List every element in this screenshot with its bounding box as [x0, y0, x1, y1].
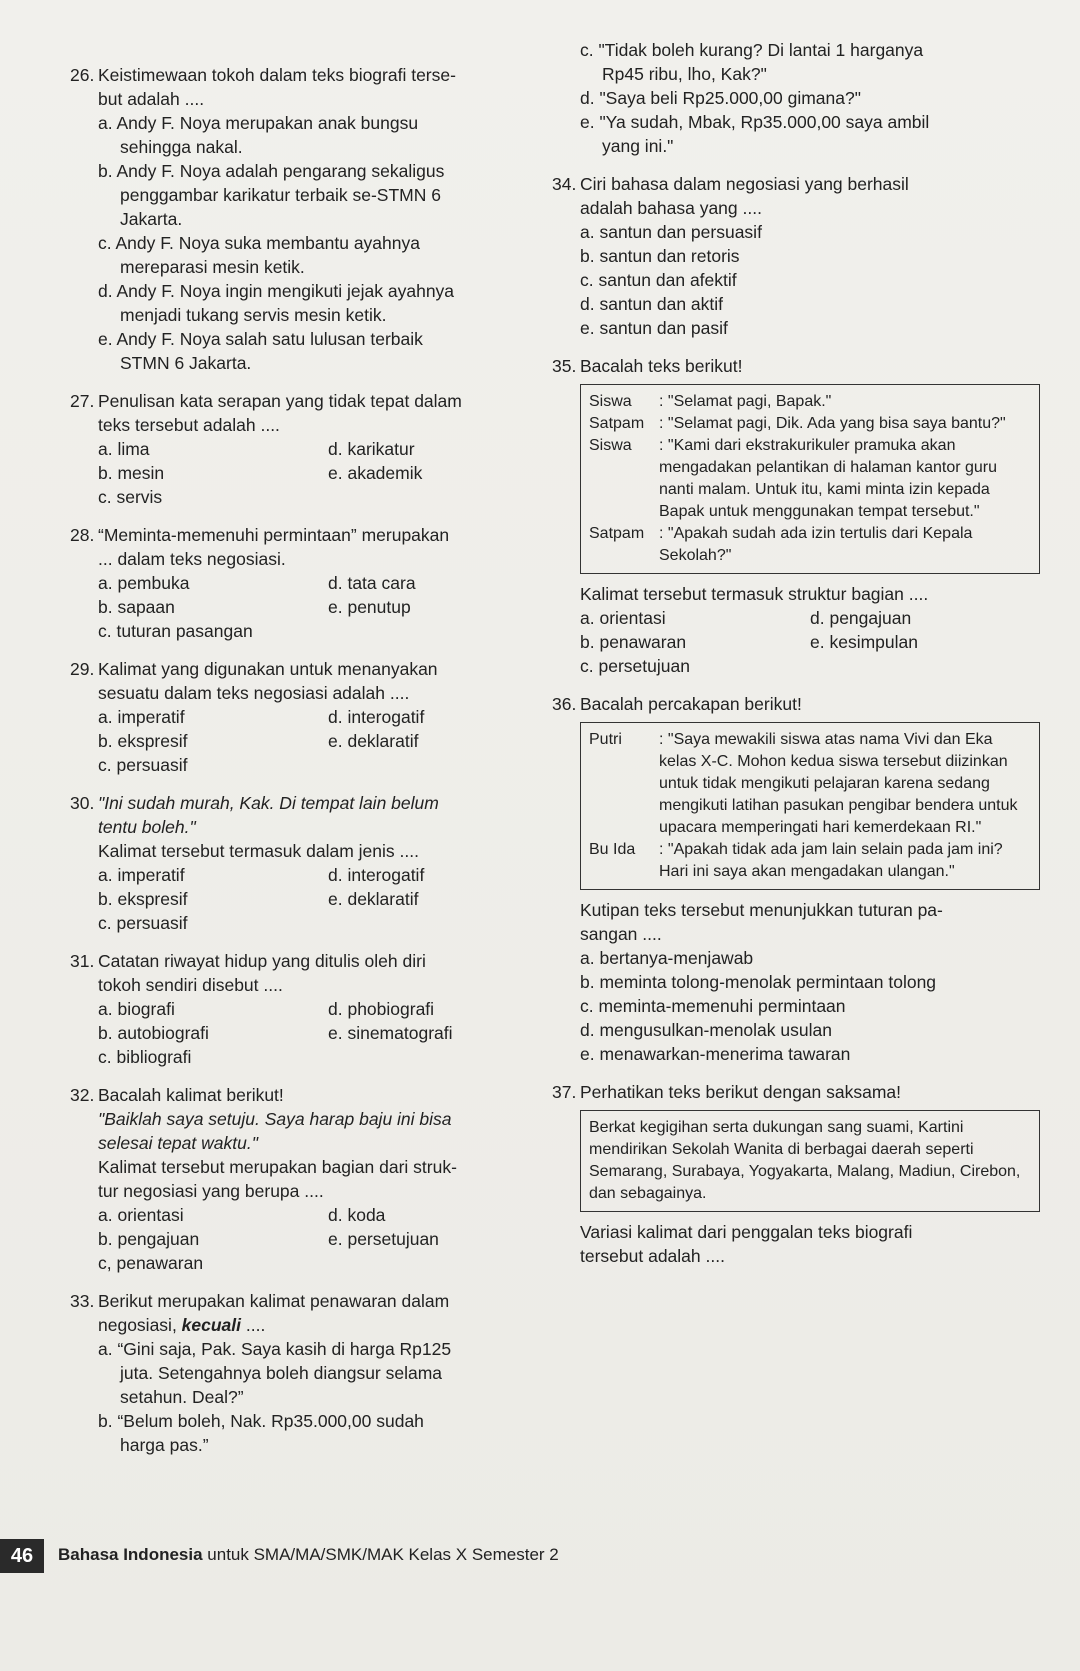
text-left-q32-c: c, penawaran	[98, 1253, 204, 1273]
text-line	[552, 1080, 1040, 1104]
text-line	[552, 630, 1040, 654]
text-left-q32-b: b. pengajuan	[98, 1229, 200, 1249]
text-line	[589, 391, 1031, 413]
text-right-q34-b: b. santun dan retoris	[580, 246, 740, 266]
text-left-q26-b3: Jakarta.	[120, 209, 183, 229]
text-left-q26-b2: penggambar karikatur terbaik se-STMN 6	[120, 185, 441, 205]
text-line	[70, 1083, 530, 1107]
text-left-q28-d: d. tata cara	[328, 573, 416, 593]
left-column	[70, 63, 530, 1457]
text-right-q34-c: c. santun dan afektif	[580, 270, 737, 290]
text-line	[70, 729, 530, 753]
text-right-q35-stem: Bacalah teks berikut!	[580, 356, 743, 376]
text-left-q30-a: a. imperatif	[98, 865, 185, 885]
text-left-q31-stem2: tokoh sendiri disebut ....	[98, 975, 283, 995]
text-right-q35-dialog-1-text: : "Selamat pagi, Dik. Ada yang bisa saya bantu?"	[659, 415, 1006, 432]
text-line	[552, 692, 1040, 716]
question-33	[70, 1289, 530, 1457]
text-line	[70, 619, 530, 643]
question-33-continued	[580, 38, 1040, 158]
text-line	[580, 1066, 1040, 1080]
text-left-q26-e2: STMN 6 Jakarta.	[120, 353, 252, 373]
text-line	[70, 509, 530, 523]
text-right-q35-dialog-1-speaker: Satpam	[589, 415, 645, 432]
text-right-q36-e: e. menawarkan-menerima tawaran	[580, 1044, 851, 1064]
text-left-q30-e: e. deklaratif	[328, 889, 419, 909]
text-right-q35-stem2: Kalimat tersebut termasuk struktur bagian ....	[580, 584, 929, 604]
question-28	[70, 523, 530, 643]
text-line	[70, 461, 530, 485]
text-left-q31-stem1: Catatan riwayat hidup yang ditulis oleh diri	[98, 951, 426, 971]
question-36	[552, 692, 1040, 1066]
text-left-q26-e1: e. Andy F. Noya salah satu lulusan terbaik	[98, 329, 423, 349]
text-left-q26-d2: menjadi tukang servis mesin ketik.	[120, 305, 387, 325]
text-left-q32-e: e. persetujuan	[328, 1229, 439, 1249]
text-line	[70, 1203, 530, 1227]
option-c: c. servis	[98, 487, 163, 507]
text-left-q28-num: 28.	[70, 525, 95, 545]
text-right-q34-d: d. santun dan aktif	[580, 294, 724, 314]
text-line	[70, 389, 530, 413]
text-right-q35-b: b. penawaran	[580, 632, 687, 652]
text-line	[70, 997, 530, 1021]
text-left-q29-stem1: Kalimat yang digunakan untuk menanyakan	[98, 659, 438, 679]
text-left-q30-d: d. interogatif	[328, 865, 425, 885]
text-left-q33-a3: setahun. Deal?”	[120, 1387, 244, 1407]
text-line	[70, 485, 530, 509]
text-right-q36-stem2: Kutipan teks tersebut menunjukkan tuturan pa-	[580, 900, 943, 920]
text-line	[70, 863, 530, 887]
text-left-q32-num: 32.	[70, 1085, 95, 1105]
text-line	[70, 887, 530, 911]
text-left-q26-num: 26.	[70, 65, 95, 85]
text-left-q33-stem2b: kecuali	[181, 1315, 242, 1335]
question-27	[70, 389, 530, 509]
text-left-q32-quote1: "Baiklah saya setuju. Saya harap baju ini bisa	[98, 1109, 452, 1129]
text-right-q36-stem: Bacalah percakapan berikut!	[580, 694, 802, 714]
text-left-q26-c2: mereparasi mesin ketik.	[120, 257, 305, 277]
question-29	[70, 657, 530, 777]
text-left-q33-stem2c: ....	[241, 1315, 266, 1335]
text-line	[70, 595, 530, 619]
text-right-q33cont-c1: c. "Tidak boleh kurang? Di lantai 1 harganya	[580, 40, 924, 60]
text-line	[580, 158, 1040, 172]
text-right-q36-d: d. mengusulkan-menolak usulan	[580, 1020, 832, 1040]
text-line	[70, 1069, 530, 1083]
text-left-q27-stem2: teks tersebut adalah ....	[98, 415, 280, 435]
text-left-q26-b1: b. Andy F. Noya adalah pengarang sekaligus	[98, 161, 445, 181]
option-d: d. karikatur	[328, 439, 415, 459]
text-left-q30-b: b. ekspresif	[98, 889, 188, 909]
text-right-q33cont-e2: yang ini."	[602, 136, 674, 156]
text-line	[70, 949, 530, 973]
text-line	[70, 753, 530, 777]
text-right-q35-dialog-3-speaker: Satpam	[589, 525, 645, 542]
text-line	[70, 777, 530, 791]
text-left-q28-b: b. sapaan	[98, 597, 175, 617]
text-right-q35-d: d. pengajuan	[810, 608, 912, 628]
text-line	[70, 705, 530, 729]
text-left-q29-d: d. interogatif	[328, 707, 425, 727]
text-left-q33-a2: juta. Setengahnya boleh diangsur selama	[120, 1363, 443, 1383]
text-line	[70, 1275, 530, 1289]
text-line	[70, 1021, 530, 1045]
text-left-q28-e: e. penutup	[328, 597, 411, 617]
text-right-q37-stem2: Variasi kalimat dari penggalan teks biografi	[580, 1222, 913, 1242]
text-left-q32-a: a. orientasi	[98, 1205, 184, 1225]
text-right-q36-dialog-1-speaker: Bu Ida	[589, 841, 636, 858]
text-left-q27-num: 27.	[70, 391, 95, 411]
text-line	[589, 729, 1031, 839]
question-32	[70, 1083, 530, 1275]
text-left-q33-b2: harga pas.”	[120, 1435, 209, 1455]
text-right-q36-a: a. bertanya-menjawab	[580, 948, 754, 968]
text-line	[552, 172, 1040, 196]
text-left-q32-quote2: selesai tepat waktu."	[98, 1133, 258, 1153]
text-left-q31-e: e. sinematografi	[328, 1023, 453, 1043]
text-left-q29-e: e. deklaratif	[328, 731, 419, 751]
text-right-q35-e: e. kesimpulan	[810, 632, 918, 652]
text-right-q36-dialog-1-text: : "Apakah tidak ada jam lain selain pada jam ini? Hari ini saya akan mengadakan ulangan."	[659, 841, 1003, 880]
dialog-box	[580, 384, 1040, 574]
text-left-q26-a1: a. Andy F. Noya merupakan anak bungsu	[98, 113, 419, 133]
text-right-q36-b: b. meminta tolong-menolak permintaan tolong	[580, 972, 937, 992]
text-right-q36-stem3: sangan ....	[580, 924, 662, 944]
text-line	[70, 935, 530, 949]
text-left-q29-c: c. persuasif	[98, 755, 188, 775]
text-left-q33-num: 33.	[70, 1291, 95, 1311]
text-left-q28-c: c. tuturan pasangan	[98, 621, 253, 641]
text-left-q28-stem1: “Meminta-memenuhi permintaan” merupakan	[98, 525, 450, 545]
footer-title	[58, 1545, 559, 1565]
text-line	[589, 839, 1031, 883]
text-line	[70, 911, 530, 935]
text-left-q33-stem1: Berikut merupakan kalimat penawaran dalam	[98, 1291, 450, 1311]
text-right-q35-dialog-2-speaker: Siswa	[589, 437, 632, 454]
text-right-q34-stem2: adalah bahasa yang ....	[580, 198, 762, 218]
text-left-q30-c: c. persuasif	[98, 913, 188, 933]
text-line	[70, 1251, 530, 1275]
question-31	[70, 949, 530, 1069]
text-line	[70, 1313, 530, 1337]
text-line	[70, 1289, 530, 1313]
question-30	[70, 791, 530, 935]
text-right-q33cont-e1: e. "Ya sudah, Mbak, Rp35.000,00 saya ambil	[580, 112, 930, 132]
text-right-q34-num: 34.	[552, 174, 577, 194]
text-line	[589, 413, 1031, 435]
text-left-q31-a: a. biografi	[98, 999, 175, 1019]
text-left-q29-a: a. imperatif	[98, 707, 185, 727]
text-left-q26-a2: sehingga nakal.	[120, 137, 243, 157]
text-left-q31-num: 31.	[70, 951, 95, 971]
text-left-q30-stem2: tentu boleh."	[98, 817, 196, 837]
text-right-q37-stem3: tersebut adalah ....	[580, 1246, 725, 1266]
text-line	[70, 791, 530, 815]
dialog-box	[580, 722, 1040, 890]
text-line	[589, 435, 1031, 523]
text-line	[70, 1227, 530, 1251]
text-right-q35-a: a. orientasi	[580, 608, 666, 628]
text-left-q30-stem3: Kalimat tersebut termasuk dalam jenis ....	[98, 841, 419, 861]
text-line	[552, 654, 1040, 678]
text-left-q30-num: 30.	[70, 793, 95, 813]
text-left-q26-stem1: Keistimewaan tokoh dalam teks biografi terse-	[98, 65, 456, 85]
text-line	[580, 340, 1040, 354]
text-left-q33-a1: a. “Gini saja, Pak. Saya kasih di harga Rp125	[98, 1339, 452, 1359]
text-line	[552, 606, 1040, 630]
text-right-q35-num: 35.	[552, 356, 577, 376]
text-left-q26-d1: d. Andy F. Noya ingin mengikuti jejak ayahnya	[98, 281, 455, 301]
text-line	[70, 643, 530, 657]
text-right-q33cont-d: d. "Saya beli Rp25.000,00 gimana?"	[580, 88, 861, 108]
right-column	[552, 38, 1040, 1268]
option-a: a. lima	[98, 439, 150, 459]
text-right-q37-stem: Perhatikan teks berikut dengan saksama!	[580, 1082, 902, 1102]
text-right-q35-dialog-3-text: : "Apakah sudah ada izin tertulis dari Kepala Sekolah?"	[659, 525, 973, 564]
text-line	[70, 437, 530, 461]
text-left-q31-c: c. bibliografi	[98, 1047, 192, 1067]
text-right-q35-dialog-2-text: : "Kami dari ekstrakurikuler pramuka akan mengadakan pelantikan di halaman kantor guru nanti malam. Untuk itu, kami minta izin kepada Bapak untuk menggunakan tempat tersebut."	[659, 437, 998, 520]
text-line	[70, 63, 530, 87]
text-right-q35-dialog-0-speaker: Siswa	[589, 393, 632, 410]
text-left-q29-b: b. ekspresif	[98, 731, 188, 751]
text-line	[589, 523, 1031, 567]
text-left-q32-d: d. koda	[328, 1205, 386, 1225]
text-left-q31-d: d. phobiografi	[328, 999, 435, 1019]
text-left-q32-stem3: tur negosiasi yang berupa ....	[98, 1181, 324, 1201]
text-line	[580, 678, 1040, 692]
option-e: e. akademik	[328, 463, 423, 483]
text-footer-title_rest: untuk SMA/MA/SMK/MAK Kelas X Semester 2	[202, 1545, 559, 1564]
text-line	[70, 523, 530, 547]
text-right-q33cont-c2: Rp45 ribu, lho, Kak?"	[602, 64, 767, 84]
text-left-q26-c1: c. Andy F. Noya suka membantu ayahnya	[98, 233, 420, 253]
text-line	[552, 354, 1040, 378]
text-right-q35-c: c. persetujuan	[580, 656, 690, 676]
text-right-q36-num: 36.	[552, 694, 577, 714]
text-footer-title_bold: Bahasa Indonesia	[58, 1545, 203, 1564]
text-right-q36-dialog-0-speaker: Putri	[589, 731, 622, 748]
question-stem: Penulisan kata serapan yang tidak tepat dalam	[98, 391, 462, 411]
text-left-q28-a: a. pembuka	[98, 573, 190, 593]
text-left-q29-num: 29.	[70, 659, 95, 679]
question-37	[552, 1080, 1040, 1268]
option-b: b. mesin	[98, 463, 165, 483]
text-right-q36-c: c. meminta-memenuhi permintaan	[580, 996, 846, 1016]
text-left-q33-stem2a: negosiasi,	[98, 1315, 182, 1335]
text-line	[70, 571, 530, 595]
text-left-q32-stem2: Kalimat tersebut merupakan bagian dari struk-	[98, 1157, 457, 1177]
text-left-q33-b1: b. “Belum boleh, Nak. Rp35.000,00 sudah	[98, 1411, 424, 1431]
page-number: 46	[0, 1539, 44, 1573]
text-right-q35-dialog-0-text: : "Selamat pagi, Bapak."	[659, 393, 832, 410]
text-right-q36-dialog-0-text: : "Saya mewakili siswa atas nama Vivi dan Eka kelas X-C. Mohon kedua siswa tersebut diizinkan untuk tidak mengikuti pelajaran karena sedang mengikuti latihan pasukan pengibar bendera untuk upacara memperingati hari kemerdekaan RI."	[659, 731, 1018, 836]
question-35	[552, 354, 1040, 678]
text-line	[70, 1045, 530, 1069]
text-left-q29-stem2: sesuatu dalam teks negosiasi adalah ....	[98, 683, 410, 703]
text-right-q37-num: 37.	[552, 1082, 577, 1102]
text-left-q30-stem1: "Ini sudah murah, Kak. Di tempat lain belum	[98, 793, 439, 813]
text-right-q34-a: a. santun dan persuasif	[580, 222, 762, 242]
text-left-q31-b: b. autobiografi	[98, 1023, 209, 1043]
text-line	[70, 657, 530, 681]
text-left-q32-stem1: Bacalah kalimat berikut!	[98, 1085, 284, 1105]
text-right-q34-e: e. santun dan pasif	[580, 318, 728, 338]
question-34	[552, 172, 1040, 340]
text-line	[70, 375, 530, 389]
question-26	[70, 63, 530, 375]
excerpt-box: Berkat kegigihan serta dukungan sang suami, Kartini mendirikan Sekolah Wanita di berbagai daerah seperti Semarang, Surabaya, Yogyakarta, Malang, Madiun, Cirebon, dan sebagainya.	[580, 1110, 1040, 1212]
text-right-q34-stem1: Ciri bahasa dalam negosiasi yang berhasil	[580, 174, 909, 194]
text-left-q28-stem2: ... dalam teks negosiasi.	[98, 549, 286, 569]
text-left-q26-stem2: but adalah ....	[98, 89, 205, 109]
